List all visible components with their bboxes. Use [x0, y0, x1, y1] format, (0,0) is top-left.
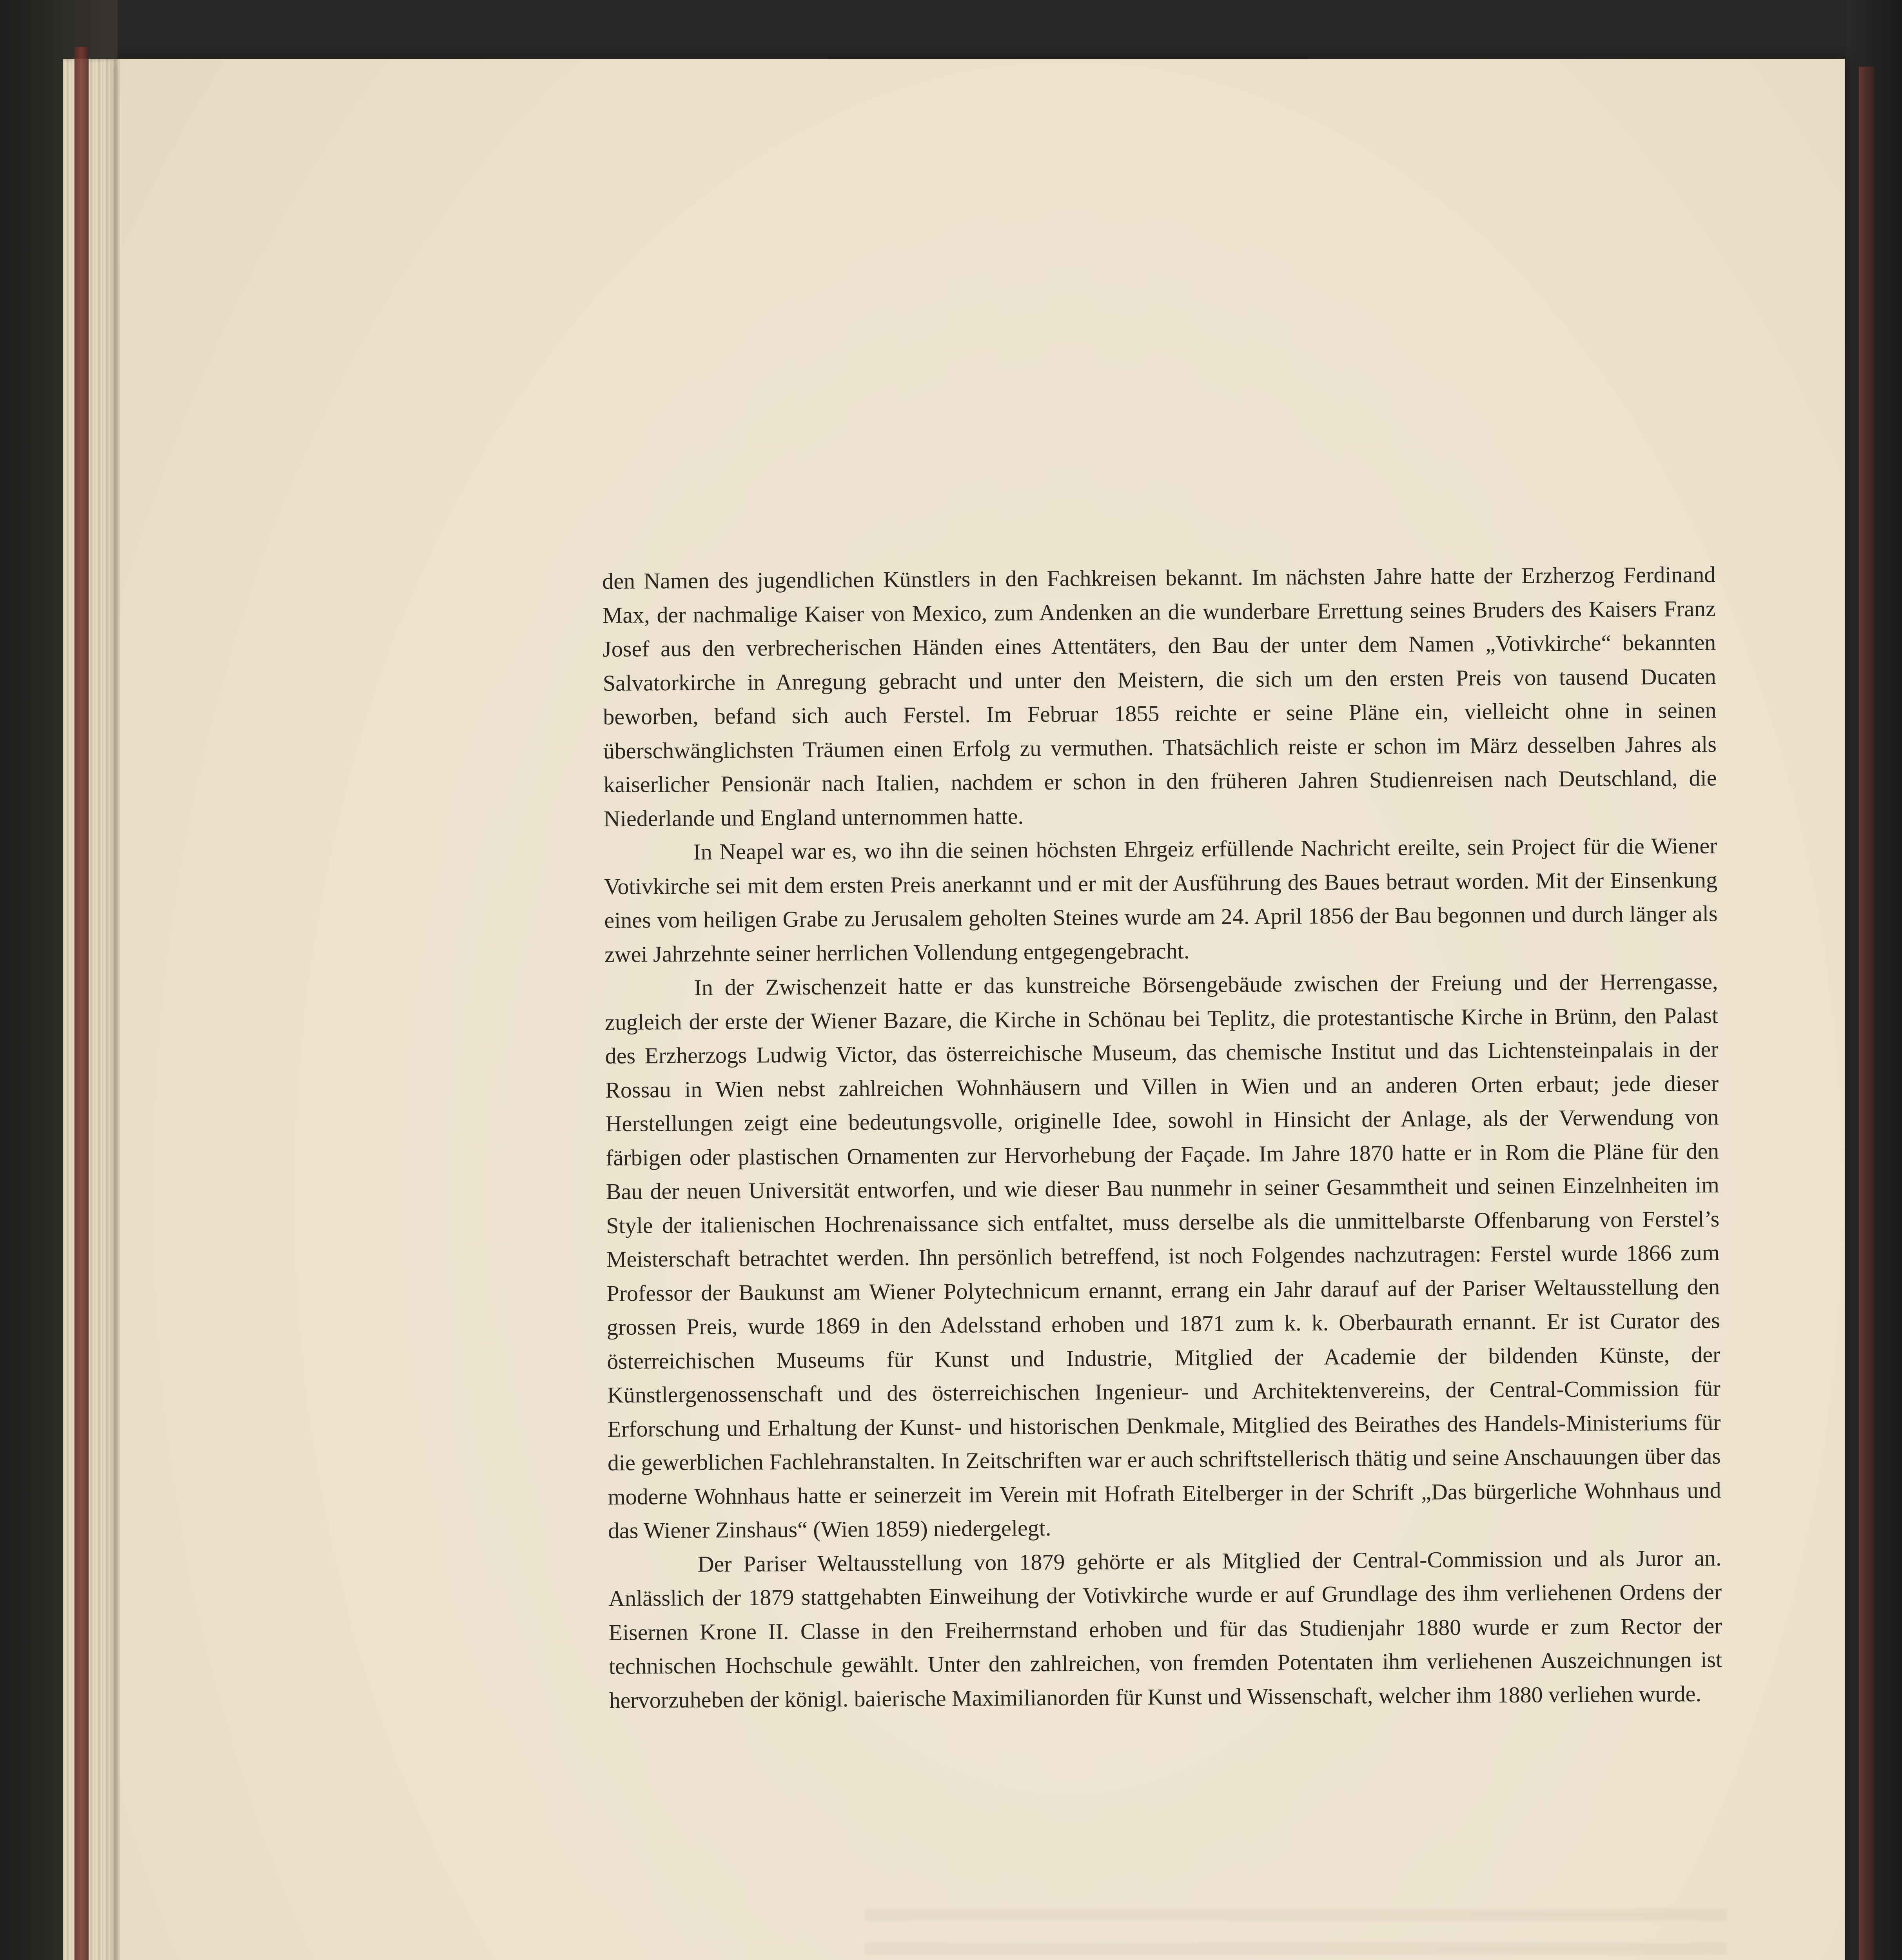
paragraph-3: In der Zwischenzeit hatte er das kunstreiche Börsengebäude zwischen der Freiung und der Herrengasse, zugleich der erste der Wiener Bazare, die Kirche in Schönau bei Teplitz, die protestantische Kirche in Brünn, den Palast des Erzherzogs Ludwig Victor, das österreichische Museum, das chemische Institut und das Lichtensteinpalais in der Rossau in Wien nebst zahlreichen Wohnhäusern und Villen in Wien und an anderen Orten erbaut; jede dieser Herstellungen zeigt eine bedeutungsvolle, originelle Idee, sowohl in Hinsicht der Anlage, als der Verwendung von färbigen oder plastischen Ornamenten zur Hervorhebung der Façade. Im Jahre 1870 hatte er in Rom die Pläne für den Bau der neuen Universität entworfen, und wie dieser Bau nunmehr in seiner Gesammtheit und seinen Einzelnheiten im Style der italienischen Hochrenaissance sich entfaltet, muss derselbe als die unmittelbarste Offenbarung von Ferstel’s Meisterschaft betrachtet werden. Ihn persönlich betreffend, ist noch Folgendes nachzutragen: Ferstel wurde 1866 zum Professor der Baukunst am Wiener Polytechnicum ernannt, errang ein Jahr darauf auf der Pariser Weltausstellung den grossen Preis, wurde 1869 in den Adelsstand erhoben und 1871 zum k. k. Oberbaurath ernannt. Er ist Curator des österreichischen Museums für Kunst und Industrie, Mitglied der Academie der bildenden Künste, der Künstlergenossenschaft und des österreichischen Ingenieur- und Architektenvereins, der Central-Commission für Erforschung und Erhaltung der Kunst- und historischen Denkmale, Mitglied des Beirathes des Handels-Ministeriums für die gewerblichen Fachlehranstalten. In Zeitschriften war er auch schriftstellerisch thätig und seine Anschauungen über das moderne Wohnhaus hatte er seinerzeit im Verein mit Hofrath Eitelberger in der Schrift „Das bürgerliche Wohnhaus und das Wiener Zinshaus“ (Wien 1859) niedergelegt.: [604, 968, 1721, 1543]
bleed-through-shadow: [865, 1909, 1727, 1960]
book-spine-strip: [74, 47, 89, 1960]
paragraph-2: In Neapel war es, wo ihn die seinen höchsten Ehrgeiz erfüllende Nachricht ereilte, sein Project für die Wiener Votivkirche sei mit dem ersten Preis anerkannt und er mit der Ausführung des Baues betraut worden. Mit der Einsenkung eines vom heiligen Grabe zu Jerusalem geholten Steines wurde am 24. April 1856 der Bau begonnen und durch länger als zwei Jahrzehnte seiner herrlichen Vollendung entgegengebracht.: [604, 833, 1718, 967]
book-edge-right: [1859, 67, 1875, 1960]
book-cover-right: [1847, 0, 1902, 1960]
paragraph-1: den Namen des jugendlichen Künstlers in den Fachkreisen bekannt. Im nächsten Jahre hatte der Erzherzog Ferdinand Max, der nachmalige Kaiser von Mexico, zum Andenken an die wunderbare Errettung seines Bruders des Kaisers Franz Josef aus den verbrecherischen Händen eines Attentäters, den Bau der unter dem Namen „Votivkirche“ bekannten Salvatorkirche in Anregung gebracht und unter den Meistern, die sich um den ersten Preis von tausend Ducaten beworben, befand sich auch Ferstel. Im Februar 1855 reichte er seine Pläne ein, vielleicht ohne in seinen überschwänglichsten Träumen einen Erfolg zu vermuthen. Thatsächlich reiste er schon im März desselben Jahres als kaiserlicher Pensionär nach Italien, nachdem er schon in den früheren Jahren Studienreisen nach Deutschland, die Niederlande und England unternommen hatte.: [602, 561, 1717, 831]
body-text: [602, 558, 1724, 1905]
paragraph-4: Der Pariser Weltausstellung von 1879 gehörte er als Mitglied der Central-Commission und als Juror an. Anlässlich der 1879 stattgehabten Einweihung der Votivkirche wurde er auf Grundlage des ihm verliehenen Ordens der Eisernen Krone II. Classe in den Freiherrnstand erhoben und für das Studienjahr 1880 wurde er zum Rector der technischen Hochschule gewählt. Unter den zahlreichen, von fremden Potentaten ihm verliehenen Auszeichnungen ist hervorzuheben der königl. baierische Maximilianorden für Kunst und Wissenschaft, welcher ihm 1880 verliehen wurde.: [608, 1545, 1722, 1713]
book-page: [118, 59, 1845, 1960]
